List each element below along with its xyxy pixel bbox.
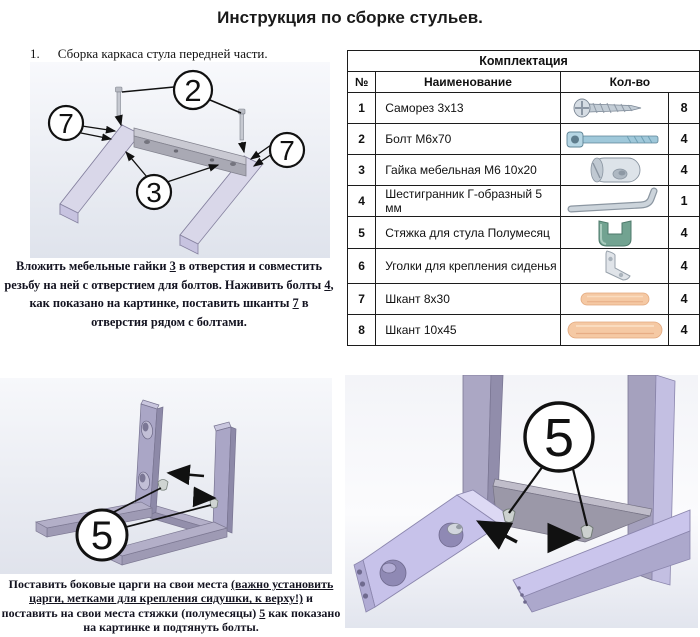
row-num: 7 xyxy=(348,284,376,315)
callout-number: 3 xyxy=(146,177,162,208)
row-num: 2 xyxy=(348,124,376,155)
row-num: 4 xyxy=(348,186,376,217)
table-row xyxy=(348,217,700,249)
row-qty: 4 xyxy=(669,249,700,284)
dowel-small-icon xyxy=(579,291,651,307)
row-name: Шкант 8х30 xyxy=(376,284,561,315)
row-qty: 4 xyxy=(669,284,700,315)
step-1-heading xyxy=(30,46,340,62)
row-name: Саморез 3х13 xyxy=(376,93,561,124)
step-2-instructions: Поставить боковые царги на свои места (важно установить царги, метками для крепления сидушки, к верху!) и поставить на свои места стяжки (полумесяцы) 5 как показано на картинке и подтянуть болты. xyxy=(1,577,341,635)
table-row xyxy=(348,284,700,315)
row-num: 1 xyxy=(348,93,376,124)
back-post-right xyxy=(213,422,236,533)
table-row xyxy=(348,315,700,346)
row-qty: 8 xyxy=(669,93,700,124)
crescent-clamp-icon xyxy=(592,217,638,248)
bolt-icon xyxy=(565,128,665,150)
callout-number: 2 xyxy=(184,73,202,108)
row-num: 3 xyxy=(348,155,376,186)
row-qty: 4 xyxy=(669,155,700,186)
row-name: Уголки для крепления сиденья xyxy=(376,249,561,284)
callout-number: 7 xyxy=(279,135,295,166)
bolt-hole xyxy=(230,162,236,166)
row-num: 8 xyxy=(348,315,376,346)
front-frame-diagram xyxy=(30,62,330,258)
step-text: Сборка каркаса стула передней части. xyxy=(57,46,268,61)
row-num: 6 xyxy=(348,249,376,284)
row-qty: 4 xyxy=(669,124,700,155)
arrow-to-lower-clamp xyxy=(196,497,214,498)
nut-hole xyxy=(210,158,214,161)
screw-icon xyxy=(569,95,661,121)
col-header-qty: Кол-во xyxy=(560,72,699,93)
callout-number: 5 xyxy=(543,408,575,468)
row-name: Шестигранник Г-образный 5 мм xyxy=(376,186,561,217)
hex-key-icon xyxy=(567,187,663,215)
callout-number: 7 xyxy=(58,108,74,139)
table-row xyxy=(348,124,700,155)
row-qty: 4 xyxy=(669,217,700,249)
table-row xyxy=(348,155,700,186)
crescent-clamp xyxy=(210,499,218,508)
callout-number: 5 xyxy=(90,514,114,558)
dowel-large-icon xyxy=(566,320,664,340)
row-name: Стяжка для стула Полумесяц xyxy=(376,217,561,249)
row-qty: 1 xyxy=(669,186,700,217)
parts-table xyxy=(347,50,700,346)
table-row xyxy=(348,249,700,284)
angle-bracket-icon xyxy=(594,249,636,283)
step-number: 1. xyxy=(30,46,40,61)
side-frame-diagram xyxy=(0,378,332,574)
step-1-instructions: Вложить мебельные гайки 3 в отверстия и совместить резьбу на ней с отверстием для болтов. Наживить болты 4, как показано на картинке, поставить шканты 7 в отверстия рядом с болтами. xyxy=(4,259,334,329)
row-num: 5 xyxy=(348,217,376,249)
table-row xyxy=(348,186,700,217)
crescent-clamp xyxy=(581,525,593,539)
page-title: Инструкция по сборке стульев. xyxy=(217,8,483,27)
row-qty: 4 xyxy=(669,315,700,346)
corner-closeup-diagram xyxy=(345,375,698,628)
barrel-nut-icon xyxy=(584,155,646,185)
table-row xyxy=(348,93,700,124)
row-name: Болт М6х70 xyxy=(376,124,561,155)
parts-table-title: Комплектация xyxy=(348,51,700,72)
crescent-clamp xyxy=(503,509,515,523)
row-name: Шкант 10х45 xyxy=(376,315,561,346)
col-header-name: Наименование xyxy=(376,72,561,93)
nut-hole xyxy=(174,149,178,152)
col-header-num: № xyxy=(348,72,376,93)
bolt-hole xyxy=(144,140,150,144)
row-name: Гайка мебельная М6 10х20 xyxy=(376,155,561,186)
